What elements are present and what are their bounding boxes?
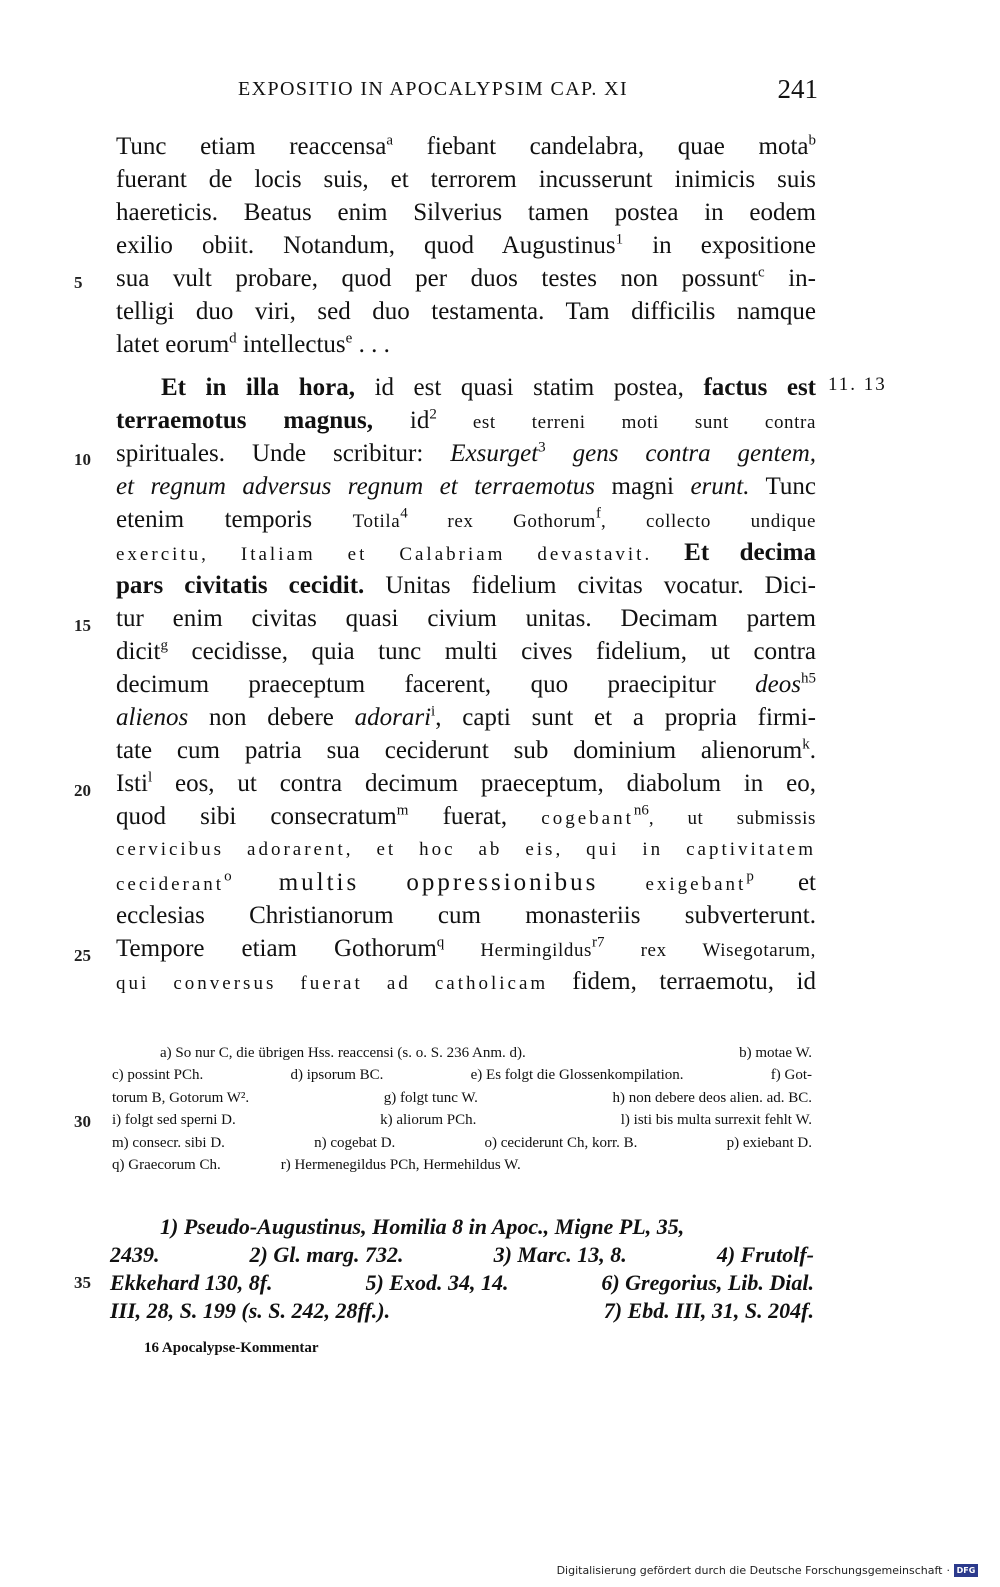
text-line: spirituales. Unde scribitur: Exsurget$^3$ gens contra gentem, bbox=[116, 439, 816, 467]
paragraph-1 bbox=[116, 130, 816, 361]
text-line: dicit$^g$ cecidisse, quia tunc multi cives fidelium, ut contra bbox=[116, 637, 816, 665]
text-line: Isti$^l$ eos, ut contra decimum praeceptum, diabolum in eo, bbox=[116, 769, 816, 797]
verse-reference: 11. 13 bbox=[828, 374, 887, 395]
source-notes bbox=[110, 1213, 814, 1325]
apparatus-row: m) consecr. sibi D. n) cogebat D. o) ceciderunt Ch, korr. B. p) exiebant D. bbox=[112, 1134, 812, 1151]
apparatus-mark: p bbox=[746, 868, 754, 885]
text-line: pars civitatis cecidit. Unitas fidelium civitas vocatur. Dici- bbox=[116, 572, 817, 599]
text-line: ceciderant$^o$ multis oppressionibus exigebant$^p$ et bbox=[116, 868, 816, 896]
apparatus-mark: b bbox=[808, 132, 816, 149]
apparatus-mark: m bbox=[396, 802, 409, 819]
apparatus-row: torum B, Gotorum W². g) folgt tunc W. h) non debere deos alien. ad. BC. bbox=[112, 1089, 812, 1106]
source-row: Ekkehard 130, 8f. 5) Exod. 34, 14. 6) Gregorius, Lib. Dial. bbox=[110, 1270, 814, 1295]
digitization-credit: Digitalisierung gefördert durch die Deutsche Forschungsgemeinschaft · DFG bbox=[557, 1564, 978, 1577]
text-line: alienos non debere adorari$^i$, capti sunt et a propria firmi- bbox=[116, 703, 816, 731]
text-line: sua vult probare, quod per duos testes non possunt$^c$ in- bbox=[116, 264, 816, 292]
line-number: 20 bbox=[74, 781, 91, 800]
source-row: 2439. 2) Gl. marg. 732. 3) Marc. 13, 8. 4) Frutolf- bbox=[110, 1242, 814, 1267]
paragraph-2 bbox=[116, 371, 816, 998]
critical-apparatus bbox=[112, 1042, 812, 1176]
apparatus-mark: e bbox=[345, 330, 353, 347]
apparatus-row: i) folgt sed sperni D. k) aliorum PCh. l) isti bis multa surrexit fehlt W. bbox=[112, 1112, 812, 1129]
dfg-logo-icon: DFG bbox=[954, 1564, 978, 1577]
text-line: latet eorum$^d$ intellectus$^e$ . . . bbox=[116, 330, 390, 358]
line-number: 25 bbox=[74, 946, 91, 965]
text-line: exercitu, Italiam et Calabriam devastavit. Et decima bbox=[116, 539, 816, 566]
text-line: cervicibus adorarent, et hoc ab eis, qui in captivitatem bbox=[116, 839, 816, 860]
apparatus-row: a) So nur C, die übrigen Hss. reaccensi (s. o. S. 236 Anm. d). b) motae W. bbox=[160, 1045, 812, 1061]
text-line: fuerant de locis suis, et terrorem incusserunt inimicis suis bbox=[116, 166, 816, 193]
text-line: etenim temporis Totila$^4$ rex Gothorum$^f$, collecto undique bbox=[116, 505, 816, 533]
text-line: Et in illa hora, id est quasi statim postea, factus est bbox=[161, 374, 816, 401]
text-line: haereticis. Beatus enim Silverius tamen postea in eodem bbox=[116, 199, 816, 226]
apparatus-mark: o bbox=[224, 868, 232, 885]
line-number: 35 bbox=[74, 1273, 91, 1292]
source-row: III, 28, S. 199 (s. S. 242, 28ff.). 7) Ebd. III, 31, S. 204f. bbox=[110, 1298, 814, 1323]
apparatus-mark: k bbox=[802, 736, 810, 753]
text-line: Tunc etiam reaccensa$^a$ fiebant candelabra, quae mota$^b$ bbox=[116, 132, 816, 160]
line-number: 5 bbox=[74, 273, 83, 292]
apparatus-mark: r7 bbox=[592, 934, 605, 951]
text-line: ecclesias Christianorum cum monasteriis subverterunt. bbox=[116, 902, 816, 929]
text-line: quod sibi consecratum$^m$ fuerat, cogebant$^{n6}$, ut submissis bbox=[116, 802, 817, 830]
text-line: terraemotus magnus, $id^2$ est terreni moti sunt contra bbox=[116, 406, 816, 434]
apparatus-mark: i bbox=[431, 703, 436, 720]
source-row: 1) Pseudo-Augustinus, Homilia 8 in Apoc., Migne PL, 35, bbox=[160, 1214, 685, 1239]
text-line: tate cum patria sua ceciderunt sub dominium alienorum$^k$. bbox=[116, 736, 816, 764]
text-line: telligi duo viri, sed duo testamenta. Tam difficilis namque bbox=[116, 298, 816, 325]
apparatus-mark: l bbox=[147, 769, 153, 786]
credit-text: Digitalisierung gefördert durch die Deutsche Forschungsgemeinschaft bbox=[556, 1564, 943, 1577]
text-line: decimum praeceptum facerent, quo praecipitur deos$^{h5}$ bbox=[116, 670, 816, 698]
apparatus-mark: a bbox=[386, 132, 394, 149]
running-title: EXPOSITIO IN APOCALYPSIM CAP. XI bbox=[238, 78, 629, 100]
line-number: 15 bbox=[74, 616, 91, 635]
source-mark: 2 bbox=[429, 406, 437, 423]
source-mark: 4 bbox=[400, 505, 408, 522]
apparatus-mark: n6 bbox=[633, 802, 649, 819]
line-number: 10 bbox=[74, 450, 91, 469]
apparatus-mark: q bbox=[436, 934, 445, 951]
text-line: et regnum adversus regnum et terraemotus magni erunt. Tunc bbox=[116, 473, 816, 500]
text-line: tur enim civitas quasi civium unitas. Decimam partem bbox=[116, 605, 816, 632]
text-line: exilio obiit. Notandum, quod Augustinus$^1$ in expositione bbox=[116, 231, 816, 259]
running-head bbox=[238, 72, 818, 108]
text-line: qui conversus fuerat ad catholicam fidem, terraemotu, id bbox=[116, 968, 816, 995]
apparatus-mark: d bbox=[229, 330, 237, 347]
printer-signature: 16 Apocalypse-Kommentar bbox=[144, 1340, 319, 1356]
apparatus-mark: f bbox=[596, 505, 602, 522]
source-mark: 1 bbox=[615, 231, 624, 248]
text-line: Tempore etiam Gothorum$^q$ Hermingildus$^{r7}$ rex Wisegotarum, bbox=[116, 934, 816, 962]
page-number: 241 bbox=[777, 74, 818, 104]
apparatus-row: q) Graecorum Ch. r) Hermenegildus PCh, Hermehildus W. bbox=[112, 1156, 521, 1173]
apparatus-mark: c bbox=[757, 264, 765, 281]
apparatus-mark: h5 bbox=[801, 670, 816, 687]
line-number: 30 bbox=[74, 1112, 91, 1131]
source-mark: 3 bbox=[538, 439, 546, 456]
apparatus-row: c) possint PCh. d) ipsorum BC. e) Es folgt die Glossenkompilation. f) Got- bbox=[112, 1067, 812, 1084]
apparatus-mark: g bbox=[160, 637, 168, 654]
